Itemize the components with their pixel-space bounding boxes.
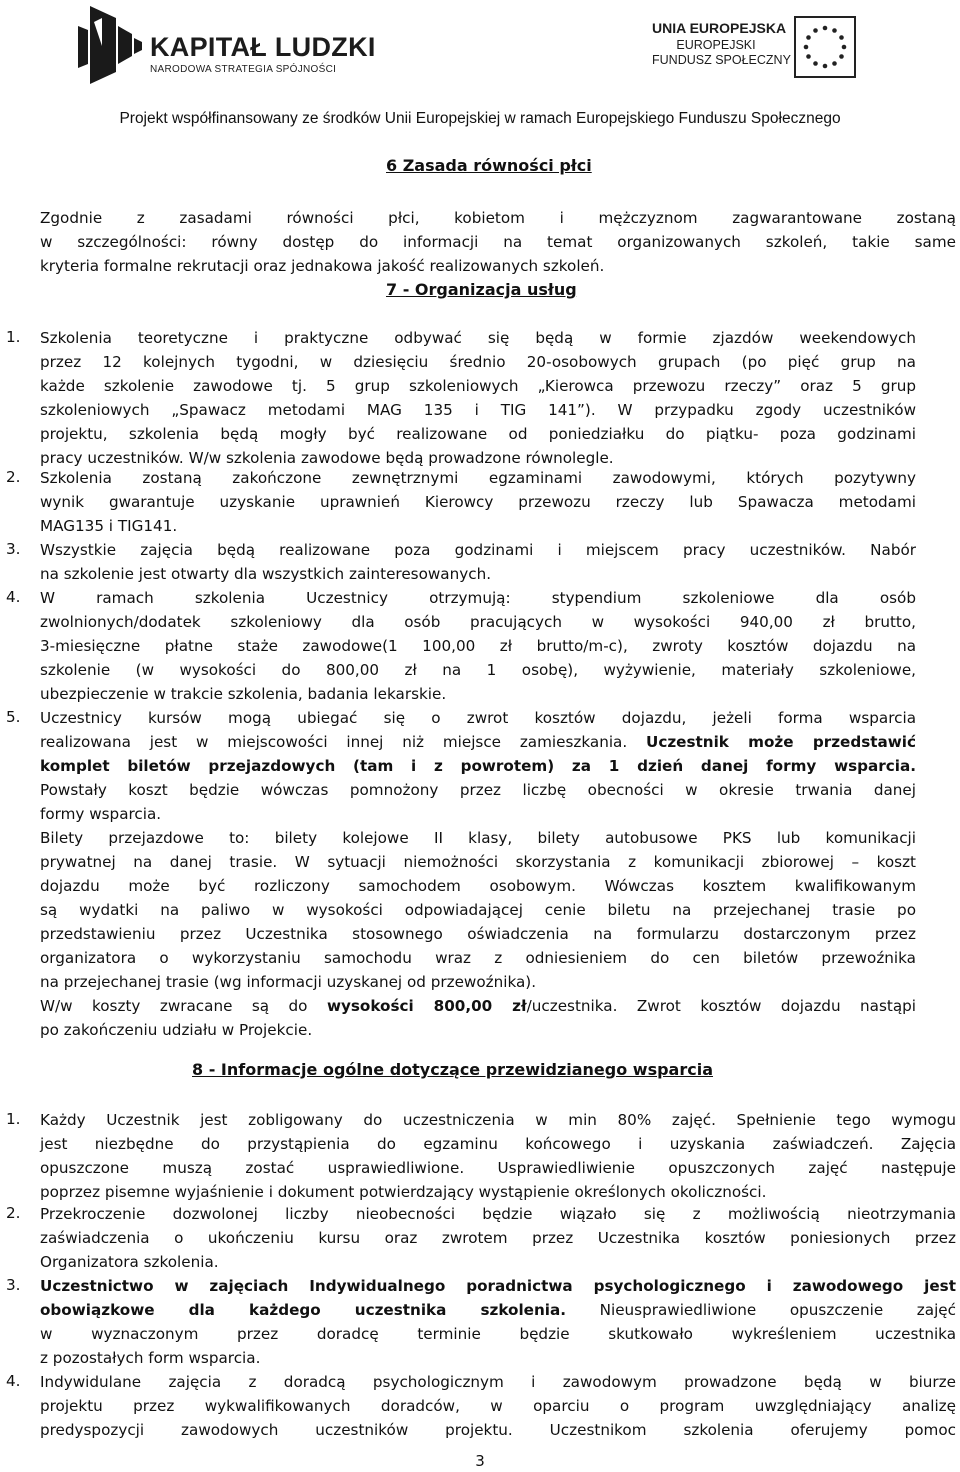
list-item-bold-text: Uczestnik może przedstawić — [646, 733, 917, 751]
section-8-heading: 8 - Informacje ogólne dotyczące przewidzianego wsparcia — [192, 1060, 714, 1079]
list-item-line: Uczestnicy kursów mogą ubiegać się o zwrot kosztów dojazdu, jeżeli forma wsparcia — [40, 709, 916, 727]
kapital-ludzki-logo — [76, 6, 376, 86]
eu-logo-line3: FUNDUSZ SPOŁECZNY — [652, 53, 791, 67]
list-item-line: w wyznaczonym przez doradcę terminie będzie skutkowało wykreśleniem uczestnika — [40, 1325, 956, 1343]
list-item-line: przez 12 kolejnych tygodni, w dziesięciu średnio 20-osobowych grupach (po pięć grup na — [40, 353, 916, 371]
list-item-line — [40, 1300, 956, 1322]
page-number: 3 — [475, 1452, 485, 1470]
list-item-line: 3-miesięczne płatne staże zawodowe(1 100,00 zł brutto/m-c), zwroty kosztów dojazdu na — [40, 637, 916, 655]
list-number: 2. — [6, 468, 21, 486]
list-item-line: Indywidulane zajęcia z doradcą psychologicznym i zawodowym prowadzone będą w biurze — [40, 1373, 956, 1391]
list-item-line: poprzez pisemne wyjaśnienie i dokument potwierdzający wystąpienie określonych okoliczności. — [40, 1183, 767, 1201]
eu-logo-line2: EUROPEJSKI — [676, 38, 756, 52]
list-item-line: szkolenie (w wysokości do 800,00 zł na 1 osobę), wyżywienie, materiały szkoleniowe, — [40, 661, 916, 679]
eu-logo — [652, 16, 948, 86]
list-item-text: realizowana jest w miejscowości innej niż miejsce zamieszkania. — [40, 733, 646, 751]
list-item-line: organizatora o wykorzystaniu samochodu wraz z odniesieniem do cen biletów przewoźnika — [40, 949, 916, 967]
list-item-line: MAG135 i TIG141. — [40, 517, 178, 535]
list-item-bold-text: obowiązkowe dla każdego uczestnika szkolenia. — [40, 1301, 567, 1319]
list-number: 5. — [6, 708, 21, 726]
list-item-line: Szkolenia teoretyczne i praktyczne odbywać się będą w formie zjazdów weekendowych — [40, 329, 916, 347]
list-item-line: wynik gwarantuje uzyskanie uprawnień Kierowcy przewozu rzeczy lub Spawacza metodami — [40, 493, 916, 511]
list-item-line: predyspozycji zawodowych uczestników projektu. Uczestnikom szkolenia oferujemy pomoc — [40, 1421, 956, 1439]
section-6-line: Zgodnie z zasadami równości płci, kobietom i mężczyznom zagwarantowane zostaną — [40, 209, 956, 227]
list-item-line: projektu, szkolenia będą mogły być realizowane od poniedziałku do piątku- poza godzinami — [40, 425, 916, 443]
list-item-line: Szkolenia zostaną zakończone zewnętrznymi egzaminami zawodowymi, których pozytywny — [40, 469, 916, 487]
list-item-line: Wszystkie zajęcia będą realizowane poza godzinami i miejscem pracy uczestników. Nabór — [40, 541, 916, 559]
list-item-line: ubezpieczenie w trakcie szkolenia, badania lekarskie. — [40, 685, 447, 703]
eu-stars-flag-icon — [794, 16, 856, 78]
list-item-line: z pozostałych form wsparcia. — [40, 1349, 261, 1367]
eu-logo-text — [652, 20, 791, 67]
list-item-line: prywatnej na danej trasie. W sytuacji niemożności skorzystania z komunikacji zbiorowej – koszt — [40, 853, 916, 871]
list-item-line: każde szkolenie zawodowe tj. 5 grup szkoleniowych „Kierowca przewozu rzeczy” oraz 5 grup — [40, 377, 916, 395]
list-item-line: projektu przez wykwalifikowanych doradców, w oparciu o program uwzględniający analizę — [40, 1397, 956, 1415]
section-6-line: w szczególności: równy dostęp do informacji na temat organizowanych szkoleń, takie same — [40, 233, 956, 251]
list-item-line: jest niezbędne do przystąpienia do egzaminu końcowego i uzyskania zaświadczeń. Zajęcia — [40, 1135, 956, 1153]
list-item-text: /uczestnika. Zwrot kosztów dojazdu nastąpi — [526, 997, 916, 1015]
list-item-text: Nieusprawiedliwione opuszczenie zajęć — [566, 1301, 956, 1319]
list-item-text: W/w koszty zwracane są do — [40, 997, 327, 1015]
list-item-line — [40, 732, 916, 754]
list-item-line: Uczestnictwo w zajęciach Indywidualnego poradnictwa psychologicznego i zawodowego jest — [40, 1277, 956, 1295]
list-item-line: Bilety przejazdowe to: bilety kolejowe II klasy, bilety autobusowe PKS lub komunikacji — [40, 829, 916, 847]
list-item-line: na przejechanej trasie (wg informacji uzyskanej od przewoźnika). — [40, 973, 537, 991]
list-item-line: dojazdu może być rozliczony samochodem osobowym. Wówczas kosztem kwalifikowanym — [40, 877, 916, 895]
list-item-line: szkoleniowych „Spawacz metodami MAG 135 i TIG 141”). W przypadku zgody uczestników — [40, 401, 916, 419]
list-item-line: Każdy Uczestnik jest zobligowany do uczestniczenia w min 80% zajęć. Spełnienie tego wymogu — [40, 1111, 956, 1129]
list-item-bold-text: wysokości 800,00 zł — [326, 997, 527, 1015]
list-item-line: zaświadczenia o ukończeniu kursu oraz zwrotem przez Uczestnika kosztów poniesionych przez — [40, 1229, 956, 1247]
kapital-ludzki-subtitle: NARODOWA STRATEGIA SPÓJNOŚCI — [150, 64, 337, 75]
list-item-line: po zakończeniu udziału w Projekcie. — [40, 1021, 313, 1039]
list-item-line: komplet biletów przejazdowych (tam i z powrotem) za 1 dzień danej formy wsparcia. — [40, 757, 916, 775]
list-number: 4. — [6, 588, 21, 606]
list-item-line: formy wsparcia. — [40, 805, 162, 823]
list-item-line: Przekroczenie dozwolonej liczby nieobecności będzie wiązało się z możliwością nieotrzymania — [40, 1205, 956, 1223]
list-number: 1. — [6, 328, 21, 346]
list-number: 2. — [6, 1204, 21, 1222]
list-item-line: są wydatki na paliwo w wysokości odpowiadającej cenie biletu na przejechanej trasie po — [40, 901, 916, 919]
list-item-line: Powstały koszt będzie wówczas pomnożony przez liczbę obecności w okresie trwania danej — [40, 781, 916, 799]
kapital-ludzki-title: KAPITAŁ LUDZKI — [150, 32, 376, 62]
list-number: 1. — [6, 1110, 21, 1128]
section-6-line: kryteria formalne rekrutacji oraz jednakowa jakość realizowanych szkoleń. — [40, 257, 605, 275]
section-6-heading: 6 Zasada równości płci — [386, 156, 592, 175]
list-item-line: Organizatora szkolenia. — [40, 1253, 219, 1271]
list-number: 3. — [6, 1276, 21, 1294]
list-item-line — [40, 996, 916, 1018]
project-funding-line: Projekt współfinansowany ze środków Unii Europejskiej w ramach Europejskiego Funduszu Społecznego — [119, 110, 841, 127]
list-item-line: zwolnionych/dodatek szkoleniowy dla osób pracujących w wysokości 940,00 zł brutto, — [40, 613, 916, 631]
list-item-line: przedstawieniu przez Uczestnika stosownego oświadczenia na formularzu dostarczonym przez — [40, 925, 916, 943]
list-item-line: W ramach szkolenia Uczestnicy otrzymują: stypendium szkoleniowe dla osób — [40, 589, 916, 607]
section-7-heading: 7 - Organizacja usług — [386, 280, 577, 299]
list-number: 3. — [6, 540, 21, 558]
list-item-line: na szkolenie jest otwarty dla wszystkich zainteresowanych. — [40, 565, 492, 583]
list-item-line: pracy uczestników. W/w szkolenia zawodowe będą prowadzone równolegle. — [40, 449, 614, 467]
list-item-line: opuszczone muszą zostać usprawiedliwione. Usprawiedliwienie opuszczonych zajęć następuje — [40, 1159, 956, 1177]
kapital-ludzki-emblem-icon — [76, 6, 144, 84]
eu-logo-line1: UNIA EUROPEJSKA — [652, 20, 787, 36]
list-number: 4. — [6, 1372, 21, 1390]
